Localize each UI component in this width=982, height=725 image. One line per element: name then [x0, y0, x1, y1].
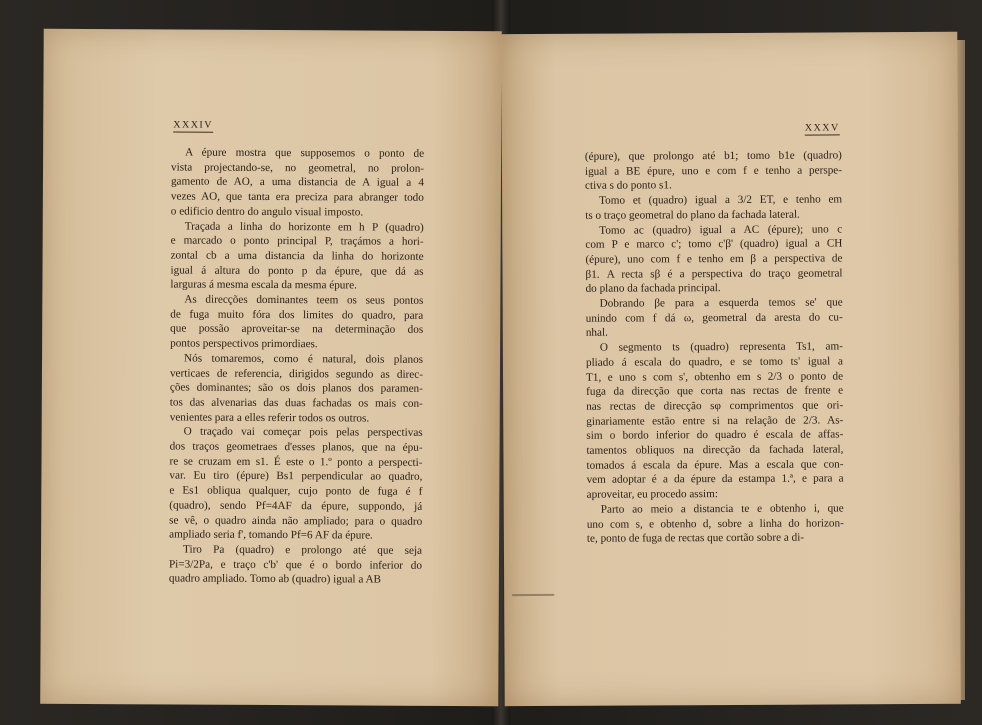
text-line: vista projectando-se, no geometral, no prolon-	[171, 161, 425, 175]
text-line: Traçada a linha do horizonte em h P (quadro)	[184, 220, 424, 234]
text-line: (épure), uno com f e tenho em β a perspectiva de	[585, 252, 843, 266]
text-line: zontal cb a uma distancia da linha do horizonte	[170, 249, 424, 263]
text-line: ginariamente estão entre si na relação de 2/3. As-	[586, 414, 844, 428]
text-line: igual á altura do ponto p da épure, que dá as	[170, 264, 424, 278]
text-line: verticaes de referencia, dirigidos segundo as direc-	[169, 367, 423, 381]
text-line: o edificio dentro do angulo visual imposto.	[170, 205, 364, 219]
text-line: O traçado vai começar pois pelas perspectivas	[183, 425, 423, 440]
text-line: do plano da fachada principal.	[585, 282, 721, 296]
text-line: As direcções dominantes teem os seus pontos	[184, 293, 424, 307]
text-line: uno com s, e obtenho d, sobre a linha do horizon-	[586, 516, 844, 531]
text-line: tomados á escala da épure. Mas a escala que con-	[586, 458, 844, 472]
left-page	[40, 29, 502, 706]
page-number-left: XXXIV	[173, 119, 214, 131]
ink-mark	[512, 594, 554, 596]
text-line: igual a BE épure, uno e com f e tenho a perspe-	[584, 164, 842, 178]
text-line: fuga da direcção que corta nas rectas de frente e	[586, 384, 844, 399]
text-line: de fuga muito fóra dos limites do quadro, para	[170, 308, 424, 322]
text-line: Nós tomaremos, como é natural, dois planos	[184, 352, 424, 366]
text-line: gamento de AO, a uma distancia de A igual a 4	[170, 175, 424, 190]
text-line: Tomo ac (quadro) igual a AC (épure); uno c	[599, 222, 843, 237]
right-page	[501, 32, 961, 706]
text-line: dos traços geometraes d'esses planos, que na épu-	[169, 440, 423, 454]
text-line: e Es1 obliqua qualquer, cujo ponto de fuga é f	[169, 484, 423, 498]
text-line: com P e marco c'; tomo c'β' (quadro) igual a CH	[585, 237, 843, 251]
text-line: tamentos obliquos na direcção da fachada lateral,	[586, 443, 844, 457]
text-line: re se cruzam em s1. É este o 1.º ponto a perspecti-	[169, 455, 423, 469]
text-line: ções dominantes; são os dois planos dos paramen-	[169, 381, 423, 396]
text-line: e marcado o ponto principal P, traçámos a hori-	[170, 234, 424, 249]
text-line: O segmento ts (quadro) representa Ts1, am-	[599, 340, 843, 354]
text-line: β1. A recta sβ é a perspectiva do traço geometral	[585, 267, 843, 281]
text-line: ctiva s do ponto s1.	[585, 179, 672, 193]
text-line: vezes AO, que tanta era preciza para abranger todo	[170, 190, 424, 204]
right-page-body	[585, 148, 844, 546]
text-line: tos das alvenarias das duas fachadas os mais con-	[169, 396, 423, 410]
text-line: Tomo et (quadro) igual a 3/2 ET, e tenho em	[599, 193, 843, 207]
text-line: que possão aproveitar-se na determinação dos	[170, 322, 424, 337]
text-line: sim o bordo inferior do quadro é escala de affas-	[586, 428, 844, 443]
text-line: ts o traço geometral do plano da fachada lateral.	[585, 208, 800, 222]
text-line: aproveitar, eu procedo assim:	[586, 488, 718, 501]
text-line: te, ponto de fuga de rectas que cortão sobre a di-	[586, 531, 805, 546]
text-line: Pi=3/2Pa, e traço c'b' que é o bordo inferior do	[168, 558, 422, 572]
left-page-body	[169, 145, 424, 587]
text-line: vem adoptar é a da épure da estampa 1.ª, e para a	[586, 472, 844, 487]
text-line: nas rectas de direcção sφ comprimentos que ori-	[586, 399, 844, 413]
page-number-right: XXXV	[804, 122, 840, 134]
text-line: (quadro), sendo Pf=4AF da épure, suppondo, já	[169, 499, 423, 513]
text-line: Parto ao meio a distancia te e obtenho i, que	[600, 502, 844, 516]
text-line: unindo com f dá ω, geometral da aresta do cu-	[585, 311, 843, 325]
text-line: quadro ampliado. Tomo ab (quadro) igual a AB	[168, 572, 382, 586]
text-line: T1, e uno s com s', obtenho em s 2/3 o ponto de	[586, 369, 844, 384]
text-line: (épure), que prolongo até b1; tomo b1e (quadro)	[584, 149, 842, 163]
text-line: A épure mostra que supposemos o ponto de	[185, 146, 425, 160]
text-line: nhal.	[585, 327, 608, 340]
text-line: var. Eu tiro (épure) Bs1 perpendicular ao quadro,	[169, 469, 423, 484]
text-line: ampliado seria f', tomando Pf=6 AF da épure.	[169, 528, 373, 542]
text-line: pliado á escala do quadro, e se tomo ts' igual a	[585, 355, 843, 369]
text-line: Tiro Pa (quadro) e prolongo até que seja	[183, 543, 423, 557]
text-line: pontos perspectivos primordiaes.	[170, 337, 318, 351]
text-line: larguras á mesma escala da mesma épure.	[170, 278, 357, 292]
text-line: venientes para a elles referir todos os outros.	[169, 411, 370, 425]
text-line: se vê, o quadro ainda não ampliado; para o quadro	[169, 514, 423, 528]
text-line: Dobrando βe para a esquerda temos se' que	[599, 296, 843, 310]
